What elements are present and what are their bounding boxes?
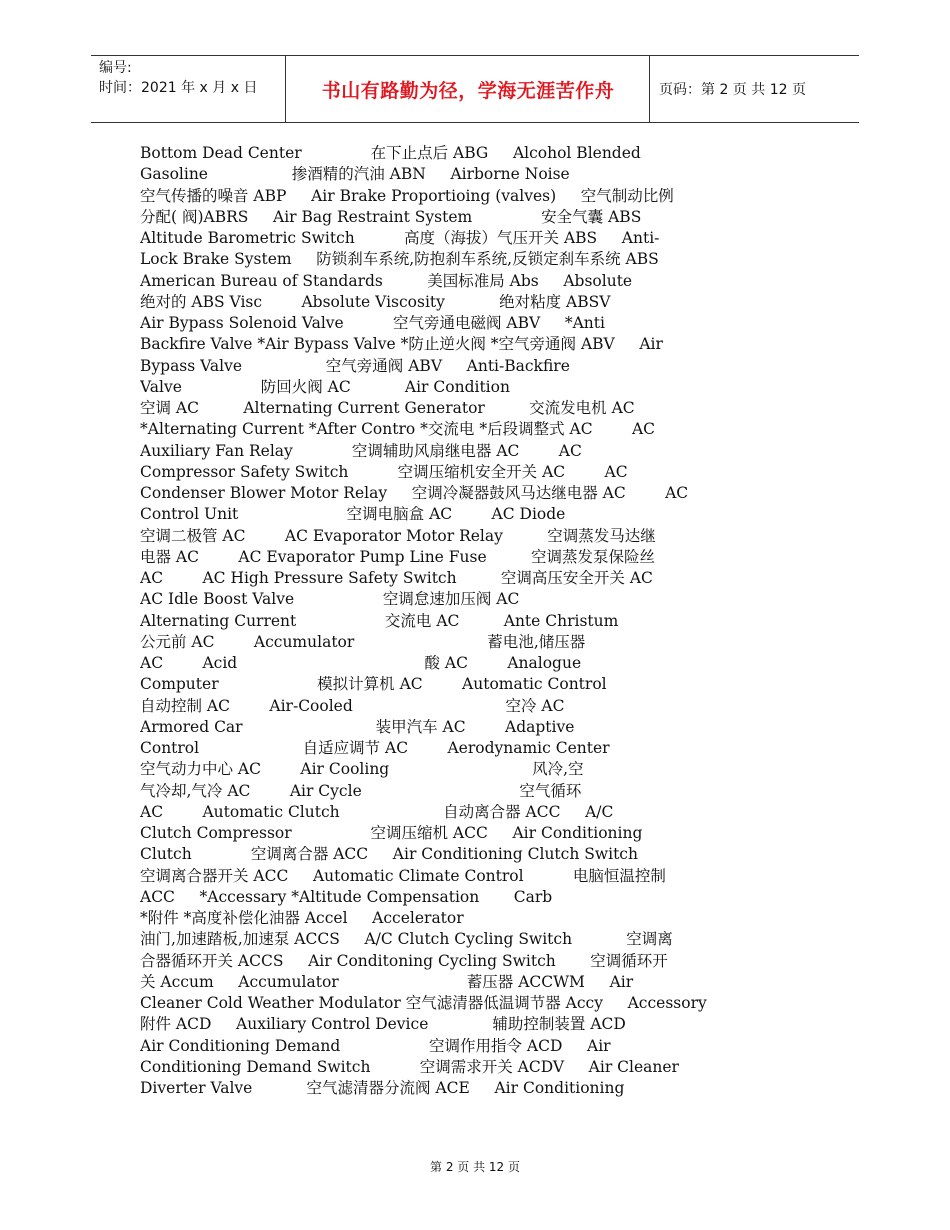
text-line: AC Acid 酸 AC Analogue — [140, 654, 582, 672]
text-line: Armored Car 装甲汽车 AC Adaptive — [140, 717, 575, 736]
text-line: ACC *Accessary *Altitude Compensation Carb — [140, 887, 553, 906]
text-line: Auxiliary Fan Relay 空调辅助风扇继电器 AC AC — [140, 441, 582, 460]
text-line: 空调 AC Alternating Current Generator 交流发电机 AC — [140, 399, 635, 417]
text-line: 附件 ACD Auxiliary Control Device 辅助控制装置 ACD — [140, 1015, 626, 1034]
document-date: 时间：2021 年 x 月 x 日 — [99, 80, 258, 96]
header-divider — [285, 56, 286, 122]
text-line: Lock Brake System 防锁刹车系统,防抱刹车系统,反锁定刹车系统 ABS — [140, 250, 659, 269]
text-line: *Alternating Current *After Contro *交流电 *后段调整式 AC AC — [140, 420, 656, 439]
text-line: 自动控制 AC Air-Cooled 空冷 AC — [140, 696, 565, 715]
text-line: 绝对的 ABS Visc Absolute Viscosity 绝对粘度 ABSV — [140, 292, 611, 311]
text-line: Backfire Valve *Air Bypass Valve *防止逆火阀 *空气旁通阀 ABV Air — [140, 335, 663, 354]
text-line: Air Bypass Solenoid Valve 空气旁通电磁阀 ABV *Anti — [140, 314, 605, 332]
text-line: Gasoline 掺酒精的汽油 ABN Airborne Noise — [140, 165, 570, 184]
text-line: Altitude Barometric Switch 高度（海拔）气压开关 ABS Anti- — [140, 229, 660, 247]
header-divider — [649, 56, 650, 122]
text-line: Computer 模拟计算机 AC Automatic Control — [140, 675, 607, 694]
header-motto: 书山有路勤为径，学海无涯苦作舟 — [321, 79, 615, 102]
text-line: Cleaner Cold Weather Modulator 空气滤清器低温调节器 Accy Accessory — [140, 994, 707, 1012]
text-line: American Bureau of Standards 美国标准局 Abs Absolute — [140, 271, 633, 290]
text-line: Diverter Valve 空气滤清器分流阀 ACE Air Conditioning — [140, 1079, 625, 1097]
text-line: Alternating Current 交流电 AC Ante Christum — [140, 611, 619, 630]
text-line: Condenser Blower Motor Relay 空调冷凝器鼓风马达继电器 AC AC — [140, 484, 689, 502]
text-line: 分配( 阀)ABRS Air Bag Restraint System 安全气囊 ABS — [140, 207, 642, 226]
page-header — [91, 55, 859, 123]
text-line: Control 自适应调节 AC Aerodynamic Center — [140, 739, 610, 757]
text-line: 空调离合器开关 ACC Automatic Climate Control 电脑恒温控制 — [140, 866, 666, 885]
text-line: 油门,加速踏板,加速泵 ACCS A/C Clutch Cycling Switch 空调离 — [140, 930, 673, 949]
text-line: AC AC High Pressure Safety Switch 空调高压安全开关 AC — [140, 569, 653, 587]
text-line: Clutch Compressor 空调压缩机 ACC Air Conditioning — [140, 824, 643, 842]
text-line: 空气传播的噪音 ABP Air Brake Proportioing (valves) 空气制动比例 — [140, 186, 674, 205]
text-line: Conditioning Demand Switch 空调需求开关 ACDV Air Cleaner — [140, 1057, 679, 1076]
page-footer: 第 2 页 共 12 页 — [430, 1160, 520, 1174]
text-line: 合器循环开关 ACCS Air Conditoning Cycling Switch 空调循环开 — [140, 951, 668, 970]
header-page-info: 页码：第 2 页 共 12 页 — [659, 82, 806, 98]
text-line: Control Unit 空调电脑盒 AC AC Diode — [140, 505, 566, 524]
text-line: Valve 防回火阀 AC Air Condition — [140, 377, 510, 396]
text-line: 公元前 AC Accumulator 蓄电池,储压器 — [140, 632, 586, 651]
text-line: 电器 AC AC Evaporator Pump Line Fuse 空调蒸发泵保险丝 — [140, 547, 655, 566]
text-line: Clutch 空调离合器 ACC Air Conditioning Clutch Switch — [140, 845, 638, 864]
text-line: Compressor Safety Switch 空调压缩机安全开关 AC AC — [140, 462, 628, 481]
glossary-body — [140, 143, 816, 1099]
text-line: 气冷却,气冷 AC Air Cycle 空气循环 — [140, 781, 582, 800]
text-line: Air Conditioning Demand 空调作用指令 ACD Air — [140, 1036, 611, 1055]
document-number-label: 编号: — [99, 60, 132, 76]
text-line: AC Idle Boost Valve 空调怠速加压阀 AC — [140, 590, 520, 609]
text-line: 关 Accum Accumulator 蓄压器 ACCWM Air — [140, 972, 634, 991]
text-line: 空调二极管 AC AC Evaporator Motor Relay 空调蒸发马达继 — [140, 526, 656, 545]
text-line: Bypass Valve 空气旁通阀 ABV Anti-Backfire — [140, 356, 570, 375]
text-line: AC Automatic Clutch 自动离合器 ACC A/C — [140, 802, 614, 821]
header-meta — [99, 58, 284, 98]
text-line: 空气动力中心 AC Air Cooling 风冷,空 — [140, 760, 584, 779]
text-line: Bottom Dead Center 在下止点后 ABG Alcohol Blended — [140, 144, 641, 162]
text-line: *附件 *高度补偿化油器 Accel Accelerator — [140, 909, 464, 927]
